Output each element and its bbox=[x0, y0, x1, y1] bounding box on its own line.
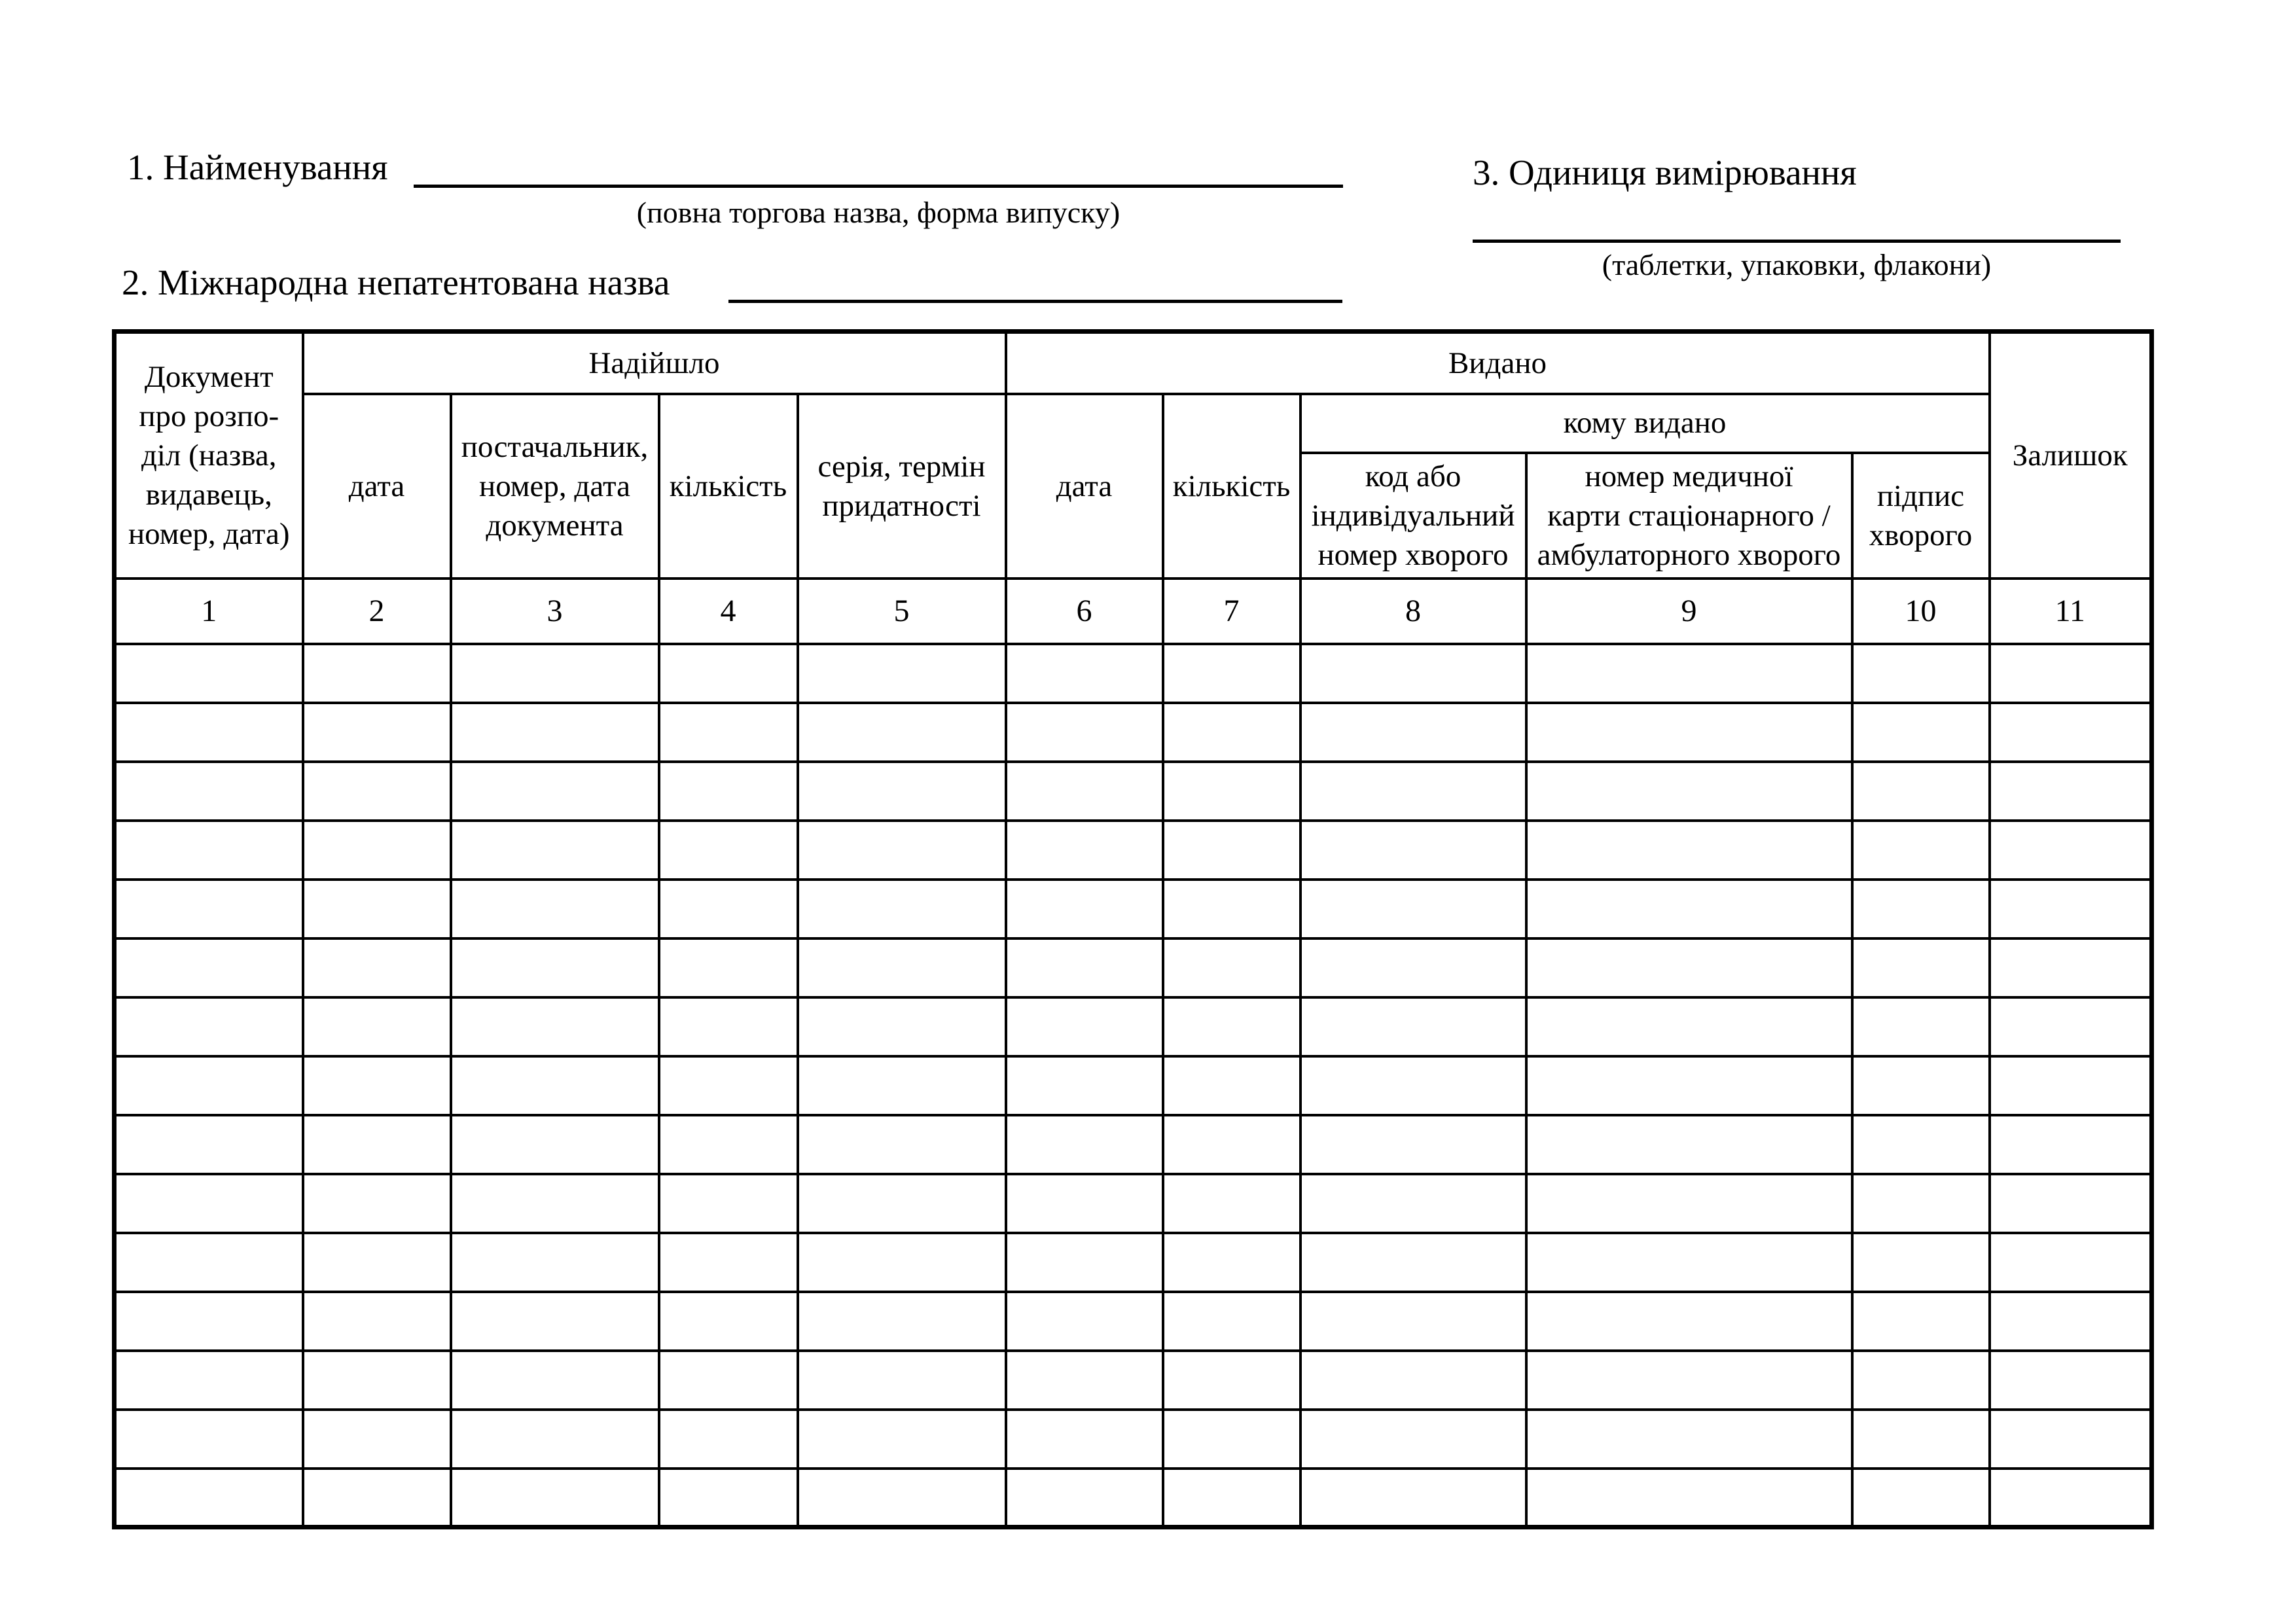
empty-cell bbox=[1990, 762, 2152, 821]
empty-cell bbox=[1526, 1056, 1852, 1115]
empty-cell bbox=[1300, 644, 1526, 703]
empty-cell bbox=[659, 1115, 798, 1174]
empty-cell bbox=[798, 1056, 1006, 1115]
empty-cell bbox=[1852, 1292, 1990, 1351]
col-header-received-qty: кількість bbox=[659, 394, 798, 579]
empty-cell bbox=[1300, 1292, 1526, 1351]
empty-cell bbox=[1300, 1469, 1526, 1527]
empty-cell bbox=[798, 880, 1006, 938]
empty-cell bbox=[1852, 821, 1990, 880]
empty-cell bbox=[1990, 938, 2152, 997]
empty-cell bbox=[115, 1469, 303, 1527]
empty-cell bbox=[798, 1410, 1006, 1469]
empty-cell bbox=[1006, 644, 1163, 703]
empty-cell bbox=[1526, 880, 1852, 938]
empty-cell bbox=[1526, 644, 1852, 703]
dispensing-register-table bbox=[112, 329, 2154, 1529]
col-header-signature: підпис хворого bbox=[1852, 453, 1990, 579]
empty-cell bbox=[659, 997, 798, 1056]
empty-cell bbox=[451, 821, 659, 880]
empty-cell bbox=[115, 1351, 303, 1410]
empty-cell bbox=[451, 1292, 659, 1351]
empty-cell bbox=[798, 997, 1006, 1056]
empty-cell bbox=[798, 703, 1006, 762]
col-header-document: Документ про розпо- діл (назва, видавець, номер, дата) bbox=[115, 332, 303, 579]
empty-cell bbox=[1163, 1469, 1300, 1527]
empty-cell bbox=[1163, 1351, 1300, 1410]
col-header-patient-code: код або індивідуальний номер хворого bbox=[1300, 453, 1526, 579]
empty-cell bbox=[451, 1233, 659, 1292]
empty-cell bbox=[1990, 821, 2152, 880]
empty-cell bbox=[1300, 821, 1526, 880]
empty-cell bbox=[115, 1056, 303, 1115]
empty-cell bbox=[1526, 938, 1852, 997]
empty-cell bbox=[1006, 703, 1163, 762]
empty-row bbox=[115, 997, 2152, 1056]
column-number: 4 bbox=[659, 579, 798, 644]
field-inn-blank-line bbox=[728, 271, 1342, 303]
empty-cell bbox=[1300, 1410, 1526, 1469]
empty-row bbox=[115, 644, 2152, 703]
empty-cell bbox=[115, 1174, 303, 1233]
empty-row bbox=[115, 1115, 2152, 1174]
empty-cell bbox=[1006, 1233, 1163, 1292]
empty-cell bbox=[451, 1115, 659, 1174]
col-header-received-date: дата bbox=[303, 394, 451, 579]
empty-cell bbox=[303, 703, 451, 762]
empty-cell bbox=[1526, 821, 1852, 880]
column-number: 11 bbox=[1990, 579, 2152, 644]
empty-cell bbox=[1300, 1174, 1526, 1233]
empty-cell bbox=[1526, 1292, 1852, 1351]
empty-cell bbox=[798, 762, 1006, 821]
column-number: 10 bbox=[1852, 579, 1990, 644]
empty-cell bbox=[659, 644, 798, 703]
empty-cell bbox=[303, 762, 451, 821]
empty-cell bbox=[798, 938, 1006, 997]
empty-cell bbox=[451, 1410, 659, 1469]
empty-cell bbox=[1990, 1233, 2152, 1292]
empty-cell bbox=[1163, 1292, 1300, 1351]
empty-cell bbox=[659, 703, 798, 762]
empty-cell bbox=[798, 1115, 1006, 1174]
empty-cell bbox=[1163, 703, 1300, 762]
empty-cell bbox=[1006, 997, 1163, 1056]
empty-cell bbox=[451, 1351, 659, 1410]
empty-cell bbox=[659, 1292, 798, 1351]
empty-cell bbox=[1852, 880, 1990, 938]
field-inn-label: 2. Міжнародна непатентована назва bbox=[122, 262, 670, 302]
field-name-label: 1. Найменування bbox=[127, 147, 388, 187]
empty-cell bbox=[1300, 1233, 1526, 1292]
empty-cell bbox=[659, 762, 798, 821]
empty-cell bbox=[451, 644, 659, 703]
empty-cell bbox=[1852, 1351, 1990, 1410]
empty-cell bbox=[451, 1056, 659, 1115]
column-number: 5 bbox=[798, 579, 1006, 644]
empty-cell bbox=[1006, 938, 1163, 997]
empty-cell bbox=[1990, 1410, 2152, 1469]
empty-cell bbox=[1990, 1174, 2152, 1233]
empty-cell bbox=[115, 1292, 303, 1351]
field-name-caption: (повна торгова назва, форма випуску) bbox=[636, 196, 1121, 229]
column-number: 7 bbox=[1163, 579, 1300, 644]
empty-cell bbox=[1526, 1410, 1852, 1469]
empty-cell bbox=[1852, 762, 1990, 821]
empty-cell bbox=[303, 1115, 451, 1174]
empty-cell bbox=[303, 1410, 451, 1469]
empty-cell bbox=[1852, 1469, 1990, 1527]
empty-cell bbox=[1006, 1351, 1163, 1410]
empty-cell bbox=[303, 1469, 451, 1527]
empty-cell bbox=[1300, 703, 1526, 762]
empty-cell bbox=[115, 821, 303, 880]
empty-cell bbox=[1163, 1410, 1300, 1469]
empty-row bbox=[115, 703, 2152, 762]
empty-row bbox=[115, 1233, 2152, 1292]
empty-cell bbox=[115, 938, 303, 997]
field-unit-caption: (таблетки, упаковки, флакони) bbox=[1602, 248, 1992, 281]
empty-cell bbox=[115, 644, 303, 703]
group-header-issued: Видано bbox=[1006, 332, 1990, 394]
empty-cell bbox=[1006, 821, 1163, 880]
empty-cell bbox=[1526, 762, 1852, 821]
empty-cell bbox=[1990, 1292, 2152, 1351]
empty-row bbox=[115, 821, 2152, 880]
empty-cell bbox=[1852, 703, 1990, 762]
empty-cell bbox=[1990, 644, 2152, 703]
empty-cell bbox=[659, 880, 798, 938]
empty-cell bbox=[451, 1174, 659, 1233]
empty-cell bbox=[303, 938, 451, 997]
empty-cell bbox=[1006, 1292, 1163, 1351]
empty-cell bbox=[659, 1410, 798, 1469]
empty-row bbox=[115, 1292, 2152, 1351]
empty-row bbox=[115, 762, 2152, 821]
empty-cell bbox=[115, 762, 303, 821]
empty-cell bbox=[303, 1292, 451, 1351]
empty-row bbox=[115, 938, 2152, 997]
empty-cell bbox=[1006, 1410, 1163, 1469]
empty-cell bbox=[1526, 1469, 1852, 1527]
empty-row bbox=[115, 1056, 2152, 1115]
empty-cell bbox=[1852, 997, 1990, 1056]
empty-cell bbox=[303, 821, 451, 880]
column-numbers-row bbox=[115, 579, 2152, 644]
group-header-issued-to: кому видано bbox=[1300, 394, 1990, 453]
column-number: 6 bbox=[1006, 579, 1163, 644]
empty-cell bbox=[115, 880, 303, 938]
empty-cell bbox=[1006, 1469, 1163, 1527]
empty-cell bbox=[303, 880, 451, 938]
empty-row bbox=[115, 880, 2152, 938]
empty-cell bbox=[451, 880, 659, 938]
empty-row bbox=[115, 1410, 2152, 1469]
col-header-med-card: номер медичної карти стаціонарного / амбулаторного хворого bbox=[1526, 453, 1852, 579]
field-unit-label: 3. Одиниця вимірювання bbox=[1473, 152, 1857, 192]
table-body bbox=[115, 644, 2152, 1527]
empty-cell bbox=[1990, 1056, 2152, 1115]
empty-cell bbox=[115, 1233, 303, 1292]
empty-cell bbox=[303, 1174, 451, 1233]
empty-cell bbox=[1300, 938, 1526, 997]
empty-cell bbox=[1163, 997, 1300, 1056]
empty-cell bbox=[451, 997, 659, 1056]
empty-cell bbox=[1990, 1351, 2152, 1410]
empty-cell bbox=[1006, 1115, 1163, 1174]
empty-cell bbox=[659, 821, 798, 880]
column-number: 3 bbox=[451, 579, 659, 644]
empty-cell bbox=[1006, 1174, 1163, 1233]
empty-cell bbox=[1852, 1410, 1990, 1469]
empty-cell bbox=[451, 938, 659, 997]
col-header-issued-date: дата bbox=[1006, 394, 1163, 579]
empty-cell bbox=[1300, 762, 1526, 821]
empty-cell bbox=[1163, 644, 1300, 703]
field-name-blank-line bbox=[414, 156, 1343, 188]
empty-cell bbox=[1852, 1115, 1990, 1174]
empty-cell bbox=[1852, 938, 1990, 997]
empty-cell bbox=[1300, 880, 1526, 938]
empty-cell bbox=[1300, 1056, 1526, 1115]
empty-cell bbox=[1163, 1115, 1300, 1174]
column-number: 8 bbox=[1300, 579, 1526, 644]
empty-cell bbox=[1526, 703, 1852, 762]
empty-cell bbox=[451, 762, 659, 821]
empty-cell bbox=[1526, 1115, 1852, 1174]
empty-cell bbox=[1163, 880, 1300, 938]
empty-cell bbox=[451, 1469, 659, 1527]
empty-cell bbox=[659, 1233, 798, 1292]
empty-cell bbox=[303, 1351, 451, 1410]
empty-cell bbox=[303, 997, 451, 1056]
empty-cell bbox=[798, 821, 1006, 880]
empty-cell bbox=[1300, 997, 1526, 1056]
empty-row bbox=[115, 1174, 2152, 1233]
field-unit-blank-line bbox=[1473, 211, 2121, 243]
col-header-issued-qty: кількість bbox=[1163, 394, 1300, 579]
empty-cell bbox=[115, 703, 303, 762]
empty-cell bbox=[1990, 1115, 2152, 1174]
empty-cell bbox=[1852, 1233, 1990, 1292]
group-header-received: Надійшло bbox=[303, 332, 1006, 394]
column-number: 9 bbox=[1526, 579, 1852, 644]
empty-cell bbox=[1163, 938, 1300, 997]
empty-cell bbox=[115, 1410, 303, 1469]
empty-row bbox=[115, 1351, 2152, 1410]
empty-cell bbox=[1163, 1174, 1300, 1233]
empty-cell bbox=[1526, 1351, 1852, 1410]
empty-cell bbox=[798, 1174, 1006, 1233]
empty-cell bbox=[659, 1056, 798, 1115]
empty-cell bbox=[1852, 1174, 1990, 1233]
column-number: 2 bbox=[303, 579, 451, 644]
empty-cell bbox=[798, 1233, 1006, 1292]
empty-cell bbox=[451, 703, 659, 762]
empty-cell bbox=[1990, 880, 2152, 938]
empty-cell bbox=[303, 644, 451, 703]
col-header-series: серія, термін придатності bbox=[798, 394, 1006, 579]
empty-cell bbox=[1300, 1115, 1526, 1174]
empty-cell bbox=[303, 1056, 451, 1115]
empty-cell bbox=[1990, 1469, 2152, 1527]
empty-cell bbox=[1852, 644, 1990, 703]
empty-cell bbox=[1526, 1233, 1852, 1292]
col-header-balance: Залишок bbox=[1990, 332, 2152, 579]
empty-cell bbox=[1300, 1351, 1526, 1410]
empty-cell bbox=[659, 1174, 798, 1233]
empty-cell bbox=[798, 1351, 1006, 1410]
empty-cell bbox=[115, 997, 303, 1056]
empty-cell bbox=[1526, 1174, 1852, 1233]
empty-cell bbox=[303, 1233, 451, 1292]
empty-cell bbox=[659, 1469, 798, 1527]
empty-cell bbox=[1163, 1056, 1300, 1115]
empty-cell bbox=[1163, 821, 1300, 880]
empty-cell bbox=[1163, 762, 1300, 821]
column-number: 1 bbox=[115, 579, 303, 644]
col-header-supplier: постачальник, номер, дата документа bbox=[451, 394, 659, 579]
empty-cell bbox=[798, 1292, 1006, 1351]
empty-cell bbox=[1852, 1056, 1990, 1115]
empty-cell bbox=[659, 938, 798, 997]
empty-cell bbox=[115, 1115, 303, 1174]
empty-cell bbox=[1006, 762, 1163, 821]
empty-cell bbox=[798, 644, 1006, 703]
empty-cell bbox=[798, 1469, 1006, 1527]
empty-cell bbox=[1006, 1056, 1163, 1115]
empty-row bbox=[115, 1469, 2152, 1527]
empty-cell bbox=[1526, 997, 1852, 1056]
empty-cell bbox=[659, 1351, 798, 1410]
empty-cell bbox=[1990, 997, 2152, 1056]
empty-cell bbox=[1163, 1233, 1300, 1292]
empty-cell bbox=[1006, 880, 1163, 938]
empty-cell bbox=[1990, 703, 2152, 762]
